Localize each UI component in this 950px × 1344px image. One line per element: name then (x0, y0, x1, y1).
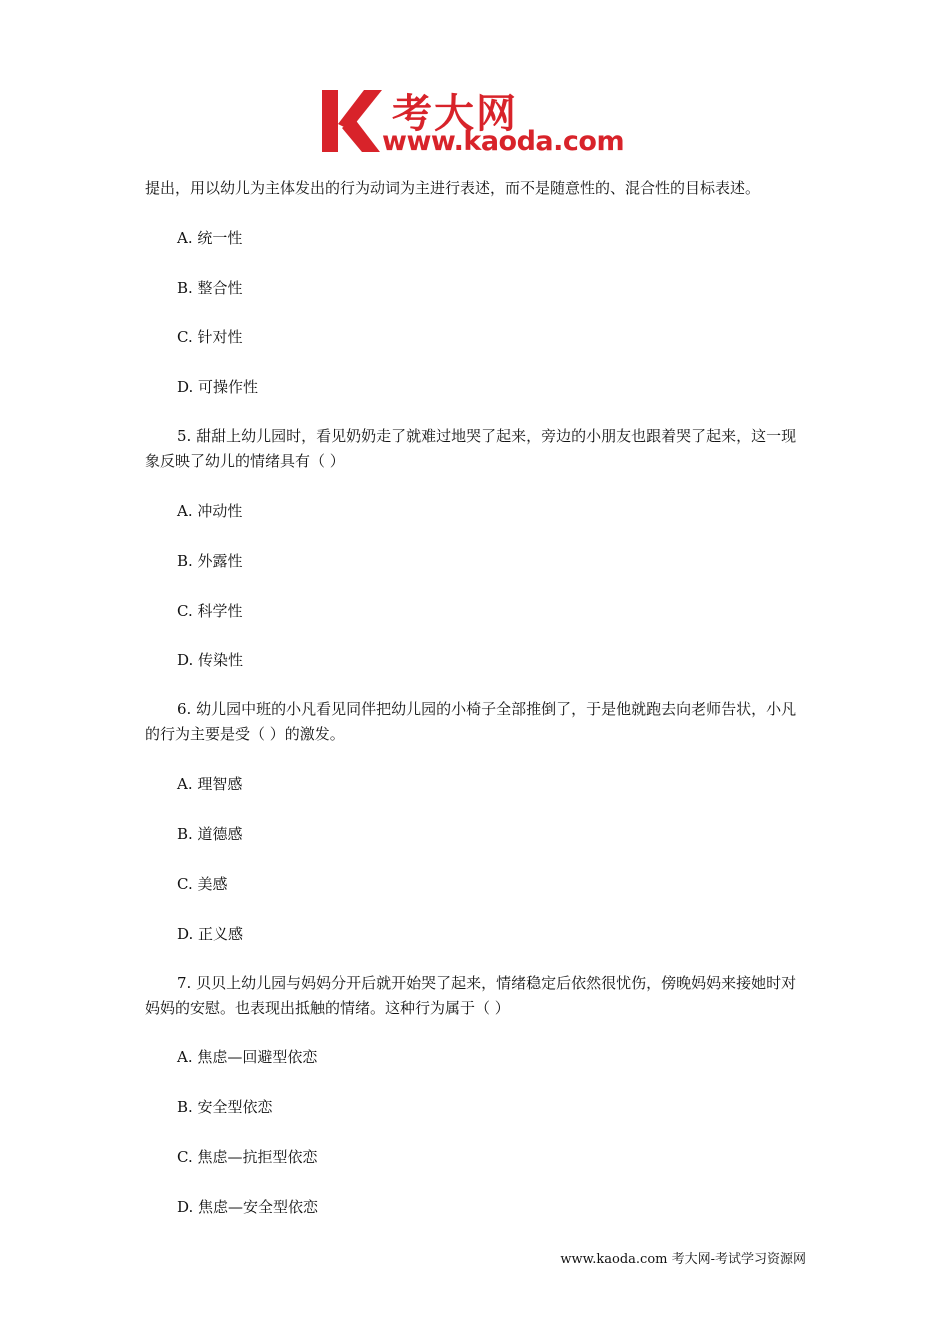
question-6: 6. 幼儿园中班的小凡看见同伴把幼儿园的小椅子全部推倒了，于是他就跑去向老师告状，小凡的行为主要是受（ ）的激发。 (145, 700, 797, 744)
question-7: 7. 贝贝上幼儿园与妈妈分开后就开始哭了起来，情绪稳定后依然很忧伤，傍晚妈妈来接她时对妈妈的安慰。也表现出抵触的情绪。这种行为属于（ ） (145, 973, 797, 1017)
option-c: C. 焦虑—抗拒型依恋 (177, 1147, 318, 1166)
option-b: B. 外露性 (177, 551, 243, 570)
page-footer: www.kaoda.com 考大网-考试学习资源网 (560, 1252, 806, 1267)
option-c: C. 针对性 (177, 328, 243, 347)
logo-url: www.kaoda.com (382, 126, 625, 157)
option-c: C. 美感 (177, 874, 228, 893)
intro-paragraph: 提出，用以幼儿为主体发出的行为动词为主进行表述，而不是随意性的、混合性的目标表述。 (145, 179, 761, 197)
option-d: D. 正义感 (177, 924, 244, 943)
option-d: D. 焦虑—安全型依恋 (177, 1197, 319, 1216)
document-body (145, 176, 810, 1220)
option-b: B. 道德感 (177, 824, 243, 843)
option-a: A. 冲动性 (177, 501, 243, 520)
option-a: A. 统一性 (177, 228, 243, 247)
option-b: B. 整合性 (177, 278, 243, 297)
logo-chinese-name: 考大网 (392, 91, 518, 137)
option-d: D. 可操作性 (177, 378, 259, 397)
k-logo-icon (320, 88, 384, 154)
option-d: D. 传染性 (177, 651, 244, 670)
kaoda-logo (320, 84, 640, 160)
option-a: A. 理智感 (177, 775, 243, 794)
option-b: B. 安全型依恋 (177, 1098, 273, 1117)
question-5: 5. 甜甜上幼儿园时，看见奶奶走了就难过地哭了起来，旁边的小朋友也跟着哭了起来，这一现象反映了幼儿的情绪具有（ ） (145, 427, 797, 471)
option-c: C. 科学性 (177, 601, 243, 620)
option-a: A. 焦虑—回避型依恋 (177, 1048, 318, 1067)
